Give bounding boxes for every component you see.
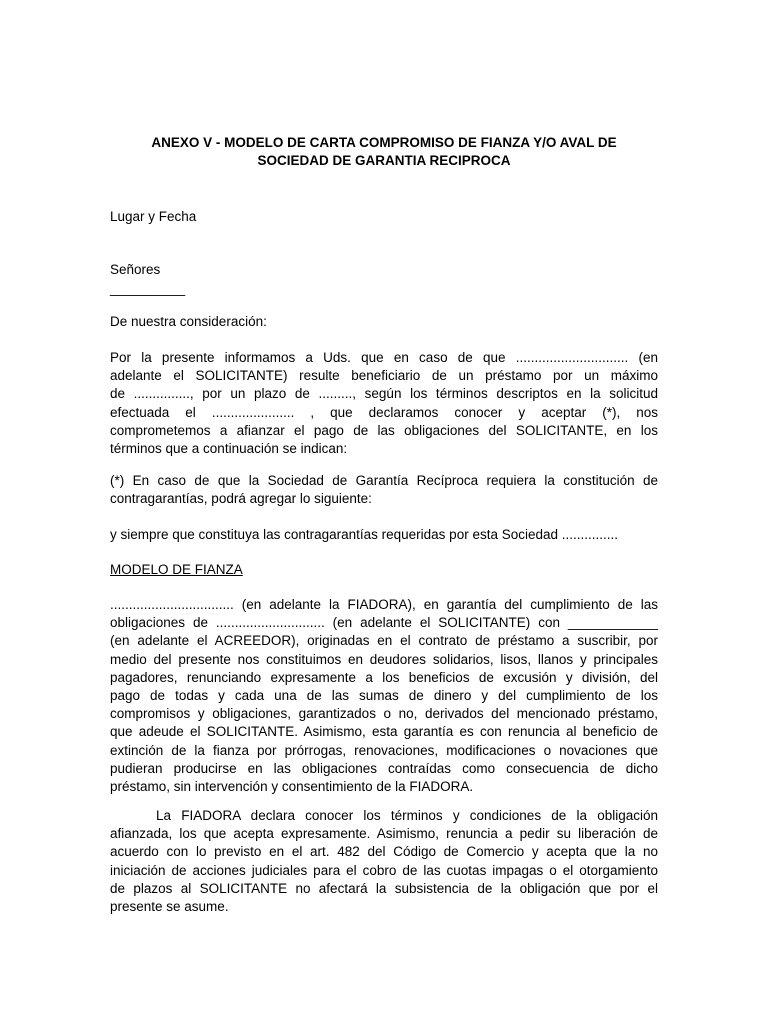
paragraph-line: contragarantías, podrá agregar lo siguiente: [110, 491, 372, 507]
addressee-blank: __________ [110, 281, 186, 296]
paragraph-line: pago de todas y cada una de las sumas de dinero y del cumplimiento de los [110, 688, 658, 704]
paragraph-condition: y siempre que constituya las contragarantías requeridas por esta Sociedad ............... [110, 527, 619, 542]
paragraph-line: de plazos al SOLICITANTE no afectará la subsistencia de la obligación que por el [110, 880, 658, 896]
paragraph-line: que adeude el SOLICITANTE. Asimismo, esta garantía es con renuncia al beneficio de [110, 724, 658, 740]
title-line-2: SOCIEDAD DE GARANTIA RECIPROCA [257, 153, 511, 168]
paragraph-line: (*) En caso de que la Sociedad de Garantía Recíproca requiera la constitución de [110, 473, 658, 488]
paragraph-line: efectuada el ...................... , que declaramos conocer y aceptar (*), nos [110, 404, 658, 420]
paragraph-line: medio del presente nos constituimos en deudores solidarios, lisos, llanos y principales [110, 651, 658, 667]
paragraph-line: La FIADORA declara conocer los términos y condiciones de la obligación [156, 808, 658, 823]
paragraph-line: préstamo, sin intervención y consentimiento de la FIADORA. [110, 779, 474, 795]
paragraph-line: extinción de la fianza por prórrogas, renovaciones, modificaciones o novaciones que [110, 742, 658, 758]
paragraph-line: compromisos y obligaciones, garantizados o no, derivados del mencionado préstamo, [110, 706, 658, 722]
paragraph-line: comprometemos a afianzar el pago de las obligaciones del SOLICITANTE, en los [110, 422, 658, 438]
paragraph-line: pudieran producirse en las obligaciones contraídas como consecuencia de dicho [110, 760, 658, 776]
paragraph-line: afianzada, los que acepta expresamente. Asimismo, renuncia a pedir su liberación de [110, 826, 658, 842]
document-title [110, 134, 658, 170]
section-heading: MODELO DE FIANZA [110, 562, 243, 577]
paragraph-line: obligaciones de ............................. (en adelante el SOLICITANTE) con ____________ [110, 615, 658, 631]
paragraph-note [110, 472, 658, 508]
addressee: Señores [110, 262, 161, 277]
paragraph-line: presente se asume. [110, 899, 229, 915]
paragraph-intro [110, 349, 658, 458]
paragraph-guarantee [110, 596, 658, 796]
paragraph-line: Por la presente informamos a Uds. que en caso de que .............................. (en [110, 350, 658, 365]
paragraph-line: (en adelante el ACREEDOR), originadas en el contrato de préstamo a suscribir, por [110, 633, 658, 649]
paragraph-line: pagadores, renunciando expresamente a los beneficios de excusión y división, del [110, 669, 658, 685]
greeting: De nuestra consideración: [110, 314, 267, 329]
paragraph-line: acuerdo con lo previsto en el art. 482 del Código de Comercio y acepta que la no [110, 844, 658, 860]
title-line-1: ANEXO V - MODELO DE CARTA COMPROMISO DE FIANZA Y/O AVAL DE [151, 135, 617, 150]
paragraph-line: adelante el SOLICITANTE) resulte beneficiario de un préstamo por un máximo [110, 368, 658, 384]
paragraph-line: iniciación de acciones judiciales para el cobro de las cuotas impagas o el otorgamiento [110, 862, 658, 878]
paragraph-declaration [110, 807, 658, 916]
paragraph-line: de ..............., por un plazo de ........., según los términos descriptos en la solicitud [110, 386, 658, 402]
paragraph-line: ................................. (en adelante la FIADORA), en garantía del cumplimiento de las [110, 597, 658, 612]
place-and-date: Lugar y Fecha [110, 209, 197, 224]
paragraph-line: términos que a continuación se indican: [110, 441, 348, 457]
